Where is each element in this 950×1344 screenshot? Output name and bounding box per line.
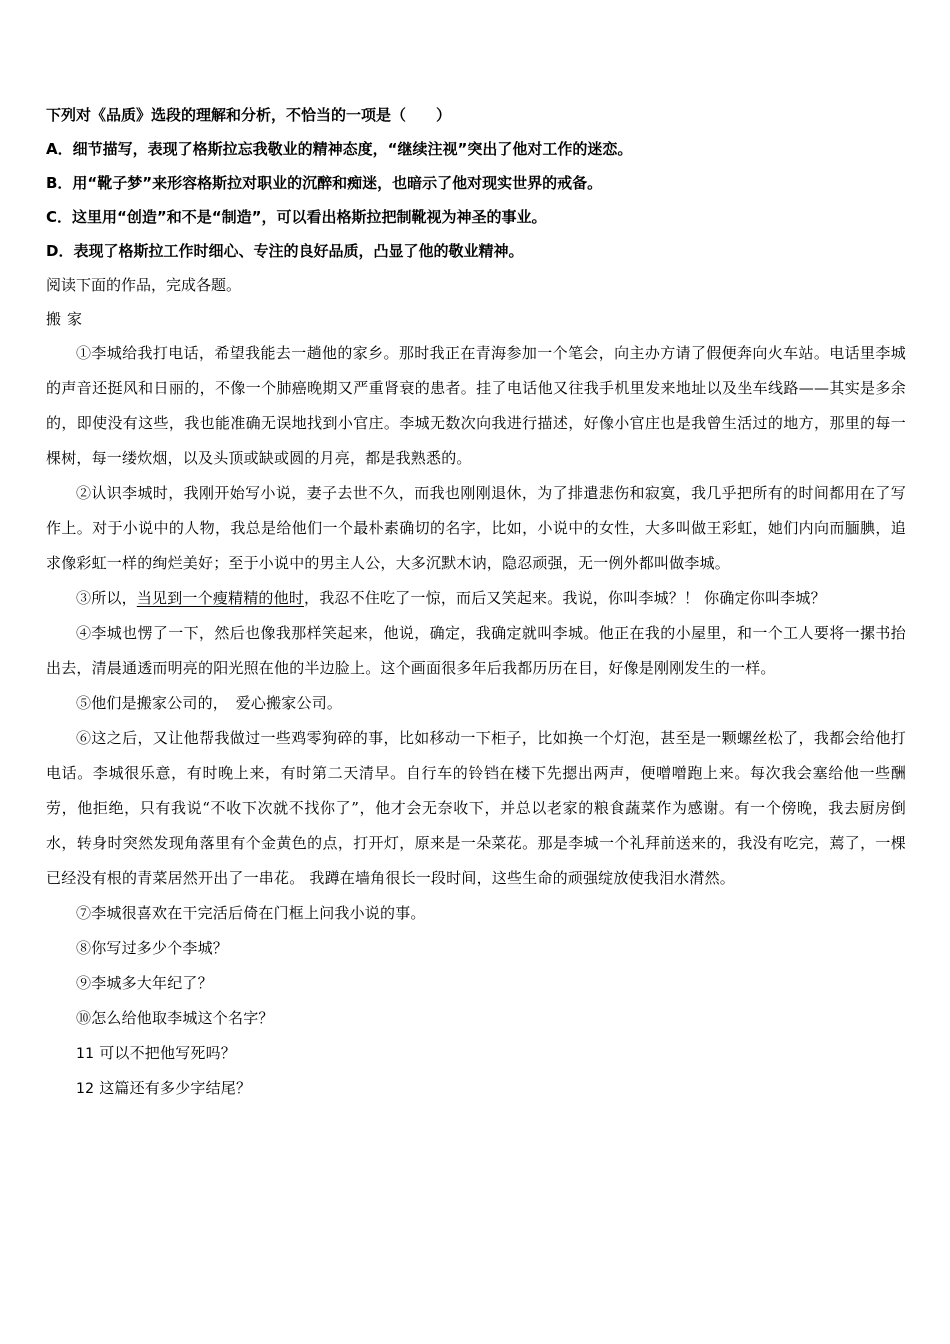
paragraph-12-text: 这篇还有多少字结尾？ [99,1079,252,1097]
question-stem: 下列对《品质》选段的理解和分析，不恰当的一项是（ ） [46,106,452,124]
paragraph-12-number: 12 [76,1081,95,1097]
paragraph-9: ⑨李城多大年纪了？ [76,974,213,992]
paragraph-11 [46,1036,906,1071]
option-b: B．用“靴子梦”来形容格斯拉对职业的沉醉和痴迷，也暗示了他对现实世界的戒备。 [46,174,603,192]
paragraph-4: ④李城也愣了一下，然后也像我那样笑起来，他说，确定，我确定就叫李城。他正在我的小屋里，和一个工人要将一摞书抬出去，清晨通透而明亮的阳光照在他的半边脸上。这个画面很多年后我都历历在目，好像是刚刚发生的一样。 [46,624,906,677]
paragraph-11-text: 可以不把他写死吗？ [99,1044,236,1062]
paragraph-3-start: ③所以， [76,589,137,607]
paragraph-12 [46,1071,906,1106]
paragraph-5: ⑤他们是搬家公司的， 爱心搬家公司。 [76,694,343,712]
paragraph-7: ⑦李城很喜欢在干完活后倚在门框上问我小说的事。 [76,904,426,922]
document-page [46,98,906,1106]
paragraph-3 [46,581,906,616]
paragraph-8: ⑧你写过多少个李城？ [76,939,229,957]
option-c: C．这里用“创造”和不是“制造”，可以看出格斯拉把制靴视为神圣的事业。 [46,208,547,226]
option-a: A．细节描写，表现了格斯拉忘我敬业的精神态度，“继续注视”突出了他对工作的迷恋。 [46,140,633,158]
paragraph-3-end: ，我忍不住吃了一惊，而后又笑起来。我说，你叫李城？！ 你确定你叫李城？ [304,589,826,607]
reading-instruction: 阅读下面的作品，完成各题。 [46,276,242,294]
option-d: D．表现了格斯拉工作时细心、专注的良好品质，凸显了他的敬业精神。 [46,242,524,260]
article-title: 搬家 [46,310,89,328]
paragraph-1: ①李城给我打电话，希望我能去一趟他的家乡。那时我正在青海参加一个笔会，向主办方请了假便奔向火车站。电话里李城的声音还挺风和日丽的，不像一个肺癌晚期又严重肾衰的患者。挂了电话他又往我手机里发来地址以及坐车线路——其实是多余的，即使没有这些，我也能准确无误地找到小官庄。李城无数次向我进行描述，好像小官庄也是我曾生活过的地方，那里的每一棵树，每一缕炊烟，以及头顶或缺或圆的月亮，都是我熟悉的。 [46,344,906,467]
paragraph-2: ②认识李城时，我刚开始写小说，妻子去世不久，而我也刚刚退休，为了排遣悲伤和寂寞，我几乎把所有的时间都用在了写作上。对于小说中的人物，我总是给他们一个最朴素确切的名字，比如，小说中的女性，大多叫做王彩虹，她们内向而腼腆，追求像彩虹一样的绚烂美好；至于小说中的男主人公，大多沉默木讷，隐忍顽强，无一例外都叫做李城。 [46,484,906,572]
underlined-sentence: 当见到一个瘦精精的他时 [136,589,305,607]
paragraph-10: ⑩怎么给他取李城这个名字？ [76,1009,274,1027]
paragraph-11-number: 11 [76,1046,95,1062]
paragraph-6: ⑥这之后，又让他帮我做过一些鸡零狗碎的事，比如移动一下柜子，比如换一个灯泡，甚至是一颗螺丝松了，我都会给他打电话。李城很乐意，有时晚上来，有时第二天清早。自行车的铃铛在楼下先摁出两声，便噌噌跑上来。每次我会塞给他一些酬劳，他拒绝，只有我说“不收下次就不找你了”，他才会无奈收下，并总以老家的粮食蔬菜作为感谢。有一个傍晚，我去厨房倒水，转身时突然发现角落里有个金黄色的点，打开灯，原来是一朵菜花。那是李城一个礼拜前送来的，我没有吃完，蔫了，一棵已经没有根的青菜居然开出了一串花。 我蹲在墙角很长一段时间，这些生命的顽强绽放使我泪水潸然。 [46,729,906,887]
